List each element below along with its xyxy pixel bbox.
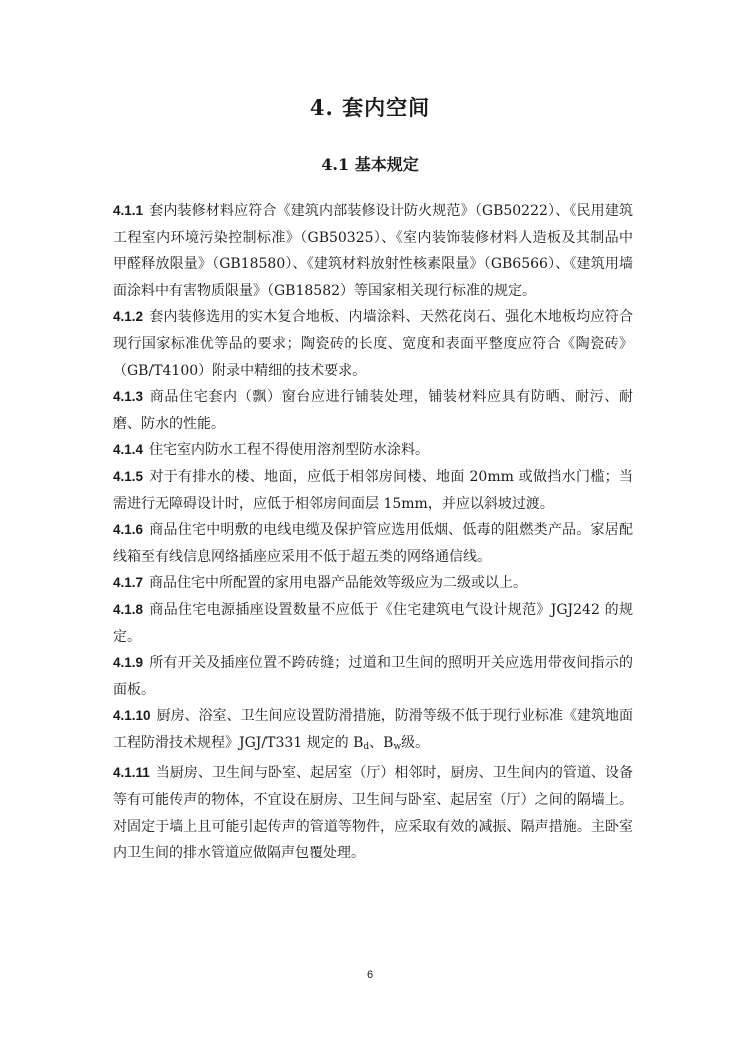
clause-text: 商品住宅电源插座设置数量不应低于《住宅建筑电气设计规范》JGJ242 的规定。 — [113, 601, 633, 645]
clause-text: 套内装修材料应符合《建筑内部装修设计防火规范》（GB50222）、《民用建筑工程室内环境污染控制标准》（GB50325）、《室内装饰装修材料人造板及其制品中甲醛释放限量》（GB18580）、《建筑材料放射性核素限量》（GB6566）、《建筑用墙面涂料中有害物质限量》（GB18582）等国家相关现行标准的规定。 — [113, 203, 633, 299]
clause-4-1-8 — [113, 597, 633, 650]
clause-number: 4.1.1 — [113, 203, 144, 218]
clause-4-1-6 — [113, 517, 633, 570]
page-number: 6 — [366, 969, 374, 981]
section-title: 4.1 基本规定 — [321, 155, 419, 174]
clause-4-1-9 — [113, 650, 633, 703]
clause-text: 商品住宅中明敷的电线电缆及保护管应选用低烟、低毒的阻燃类产品。家居配线箱至有线信息网络插座应采用不低于超五类的网络通信线。 — [113, 522, 633, 565]
clause-number: 4.1.5 — [113, 468, 144, 484]
clause-number: 4.1.11 — [113, 765, 150, 781]
clause-number: 4.1.9 — [113, 655, 144, 671]
clause-text: 套内装修选用的实木复合地板、内墙涂料、天然花岗石、强化木地板均应符合现行国家标准优等品的要求；陶瓷砖的长度、宽度和表面平整度应符合《陶瓷砖》（GB/T4100）附录中精细的技术要求。 — [113, 309, 633, 379]
clause-4-1-7 — [113, 570, 633, 597]
clause-number: 4.1.3 — [113, 389, 144, 405]
clause-4-1-4 — [113, 437, 633, 464]
clause-4-1-2 — [113, 304, 633, 384]
clause-number: 4.1.8 — [113, 601, 144, 617]
clause-4-1-1 — [113, 198, 633, 304]
clause-text: 对于有排水的楼、地面，应低于相邻房间楼、地面 20mm 或做挡水门槛；当需进行无障碍设计时，应低于相邻房间面层 15mm，并应以斜坡过渡。 — [113, 468, 633, 512]
clause-number: 4.1.2 — [113, 309, 144, 325]
clause-number: 4.1.10 — [113, 708, 151, 724]
clause-list — [113, 198, 633, 867]
clause-text-mid: 、B — [369, 734, 394, 751]
clause-text: 所有开关及插座位置不跨砖缝；过道和卫生间的照明开关应选用带夜间指示的面板。 — [113, 655, 633, 698]
clause-text: 商品住宅中所配置的家用电器产品能效等级应为二级或以上。 — [149, 575, 528, 592]
clause-4-1-11 — [113, 760, 633, 866]
clause-4-1-3 — [113, 384, 633, 437]
clause-text: 住宅室内防水工程不得使用溶剂型防水涂料。 — [149, 442, 430, 459]
clause-text-tail: 级。 — [401, 734, 430, 751]
clause-4-1-10 — [113, 703, 633, 760]
subscript-d: d — [363, 741, 370, 752]
clause-number: 4.1.4 — [113, 442, 144, 458]
clause-text: 厨房、浴室、卫生间应设置防滑措施，防滑等级不低于现行业标准《建筑地面工程防滑技术规程》JGJ/T331 规定的 B — [113, 708, 633, 751]
clause-4-1-5 — [113, 464, 633, 517]
clause-text: 当厨房、卫生间与卧室、起居室（厅）相邻时，厨房、卫生间内的管道、设备等有可能传声的物体，不宜设在厨房、卫生间与卧室、起居室（厅）之间的隔墙上。对固定于墙上且可能引起传声的管道等物件，应采取有效的减振、隔声措施。主卧室内卫生间的排水管道应做隔声包覆处理。 — [113, 765, 633, 862]
clause-number: 4.1.7 — [113, 575, 144, 591]
chapter-title: 4. 套内空间 — [309, 95, 431, 120]
clause-text: 商品住宅套内（飘）窗台应进行铺装处理，铺装材料应具有防晒、耐污、耐磨、防水的性能。 — [113, 389, 633, 432]
subscript-w: w — [393, 741, 402, 752]
clause-number: 4.1.6 — [113, 522, 144, 538]
